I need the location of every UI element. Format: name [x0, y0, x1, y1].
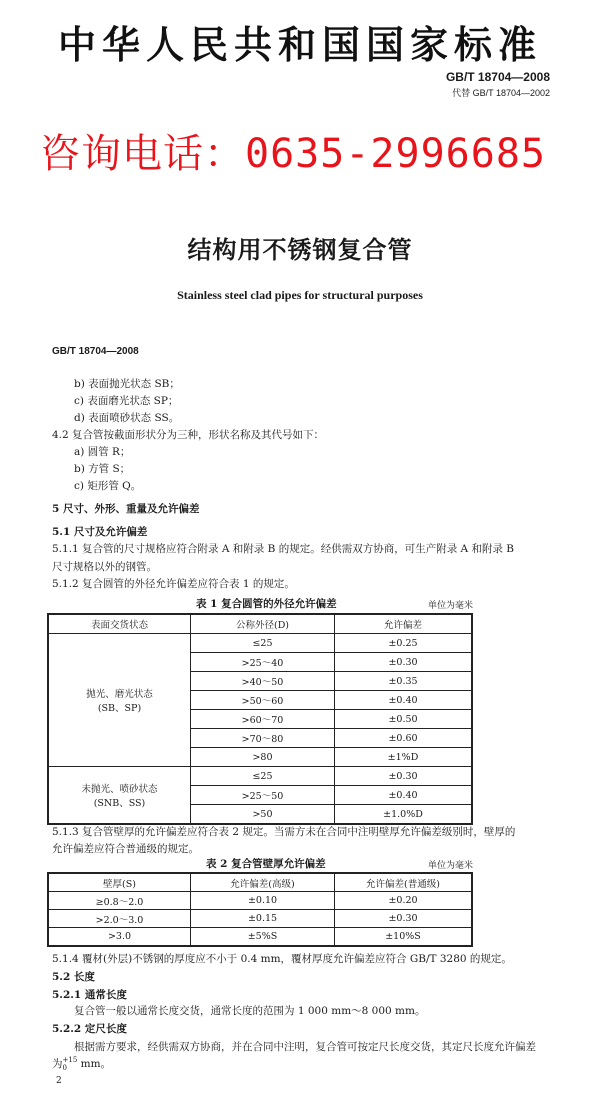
group2-code: (SNB、SS) — [93, 798, 146, 809]
tolerance-line — [52, 1056, 111, 1072]
table-cell: ±0.30 — [335, 767, 473, 786]
table-cell: ±0.10 — [191, 892, 335, 910]
page-number: 2 — [56, 1076, 62, 1086]
clause-5-2-1-heading: 5.2.1 通常长度 — [52, 989, 127, 1001]
clause-5-2-1-body: 复合管一般以通常长度交货，通常长度的范围为 1 000 mm～8 000 mm。 — [74, 1005, 426, 1017]
table1-unit: 单位为毫米 — [427, 601, 473, 611]
table2-unit: 单位为毫米 — [427, 861, 473, 871]
standard-title: 中华人民共和国国家标准 — [57, 22, 542, 67]
list-item: c) 矩形管 Q。 — [74, 480, 142, 492]
table-cell: ±1%D — [335, 748, 473, 767]
clause-5-1-4: 5.1.4 覆材(外层)不锈钢的厚度应不小于 0.4 mm，覆材厚度允许偏差应符合 GB/T 3280 的规定。 — [52, 953, 512, 965]
section-5-heading: 5 尺寸、外形、重量及允许偏差 — [52, 503, 200, 515]
list-item: b) 方管 S； — [74, 463, 131, 475]
clause-5-1-1: 5.1.1 复合管的尺寸规格应符合附录 A 和附录 B 的规定。经供需双方协商，可生产附录 A 和附录 B — [52, 543, 515, 555]
table2 — [47, 872, 473, 947]
table-cell: ≥0.8～2.0 — [48, 892, 191, 910]
list-item: b) 表面抛光状态 SB； — [74, 378, 180, 390]
table-cell: ±0.15 — [191, 910, 335, 928]
table-header: 壁厚(S) — [48, 873, 191, 892]
table1-caption: 表 1 复合圆管的外径允许偏差 — [196, 598, 337, 610]
clause-5-1-3: 5.1.3 复合管壁厚的允许偏差应符合表 2 规定。当需方未在合同中注明壁厚允许偏差级别时，壁厚的 — [52, 826, 516, 838]
group2-cell — [48, 767, 191, 825]
table-cell: >70～80 — [191, 729, 335, 748]
clause-4-2: 4.2 复合管按截面形状分为三种，形状名称及其代号如下： — [52, 429, 325, 441]
standard-code: GB/T 18704—2008 — [445, 70, 550, 84]
table1 — [47, 613, 473, 825]
clause-5-1-3-cont: 允许偏差应符合普通级的规定。 — [52, 843, 199, 855]
table-row — [48, 634, 472, 653]
table-header: 允许偏差(普通级) — [335, 873, 473, 892]
table-cell: ±0.50 — [335, 710, 473, 729]
group1-cell — [48, 634, 191, 767]
table-cell: >40～50 — [191, 672, 335, 691]
phone-watermark: 咨询电话：0635-2996685 — [40, 131, 546, 177]
table2-caption: 表 2 复合管壁厚允许偏差 — [206, 858, 326, 870]
table-cell: >50 — [191, 805, 335, 825]
list-item: c) 表面磨光状态 SP； — [74, 395, 179, 407]
table-row — [48, 928, 472, 947]
table-cell: ±0.40 — [335, 786, 473, 805]
table-cell: ±5%S — [191, 928, 335, 947]
tolerance-lower: 0 — [62, 1064, 67, 1072]
table-header: 允许偏差 — [335, 614, 473, 634]
table-cell: >2.0～3.0 — [48, 910, 191, 928]
document-title-zh: 结构用不锈钢复合管 — [187, 235, 413, 264]
table-header: 允许偏差(高级) — [191, 873, 335, 892]
table-cell: >3.0 — [48, 928, 191, 947]
table-cell: ≤25 — [191, 767, 335, 786]
table-header: 表面交货状态 — [48, 614, 191, 634]
table-cell: ±0.40 — [335, 691, 473, 710]
page-header: GB/T 18704—2008 — [52, 346, 139, 357]
tolerance-prefix: 为 — [52, 1058, 63, 1070]
table-cell: >80 — [191, 748, 335, 767]
table-cell: ±0.20 — [335, 892, 473, 910]
table-header-row — [48, 873, 472, 892]
table-cell: ±0.35 — [335, 672, 473, 691]
replaces-code: 代替 GB/T 18704—2002 — [452, 88, 550, 98]
group1-label: 抛光、磨光状态 — [86, 689, 153, 700]
document-title-en: Stainless steel clad pipes for structural purposes — [177, 288, 423, 302]
tolerance-fraction — [63, 1056, 78, 1072]
table-cell: ±0.30 — [335, 653, 473, 672]
group1-code: (SB、SP) — [97, 703, 142, 714]
clause-5-2-2-body: 根据需方要求，经供需双方协商，并在合同中注明，复合管可按定尺长度交货，其定尺长度允许偏差 — [74, 1041, 536, 1053]
table-cell: >50～60 — [191, 691, 335, 710]
list-item: d) 表面喷砂状态 SS。 — [74, 412, 180, 424]
table-cell: ±10%S — [335, 928, 473, 947]
table-row — [48, 892, 472, 910]
list-item: a) 圆管 R； — [74, 446, 131, 458]
clause-5-1-1-cont: 尺寸规格以外的钢管。 — [52, 561, 157, 573]
table-cell: ±1.0%D — [335, 805, 473, 825]
clause-5-1-2: 5.1.2 复合圆管的外径允许偏差应符合表 1 的规定。 — [52, 578, 295, 590]
table-cell: >60～70 — [191, 710, 335, 729]
table-header-row — [48, 614, 472, 634]
table-cell: ±0.60 — [335, 729, 473, 748]
table-header: 公称外径(D) — [191, 614, 335, 634]
tolerance-upper: +15 — [62, 1056, 78, 1064]
table-cell: >25～50 — [191, 786, 335, 805]
table-row — [48, 767, 472, 786]
group2-label: 未抛光、喷砂状态 — [81, 784, 158, 795]
tolerance-suffix: mm。 — [77, 1058, 112, 1070]
section-5-1-heading: 5.1 尺寸及允许偏差 — [52, 526, 148, 538]
clause-5-2-2-heading: 5.2.2 定尺长度 — [52, 1023, 127, 1035]
table-cell: ≤25 — [191, 634, 335, 653]
table-cell: ±0.30 — [335, 910, 473, 928]
table-cell: >25～40 — [191, 653, 335, 672]
table-row — [48, 910, 472, 928]
section-5-2-heading: 5.2 长度 — [52, 971, 95, 983]
table-cell: ±0.25 — [335, 634, 473, 653]
